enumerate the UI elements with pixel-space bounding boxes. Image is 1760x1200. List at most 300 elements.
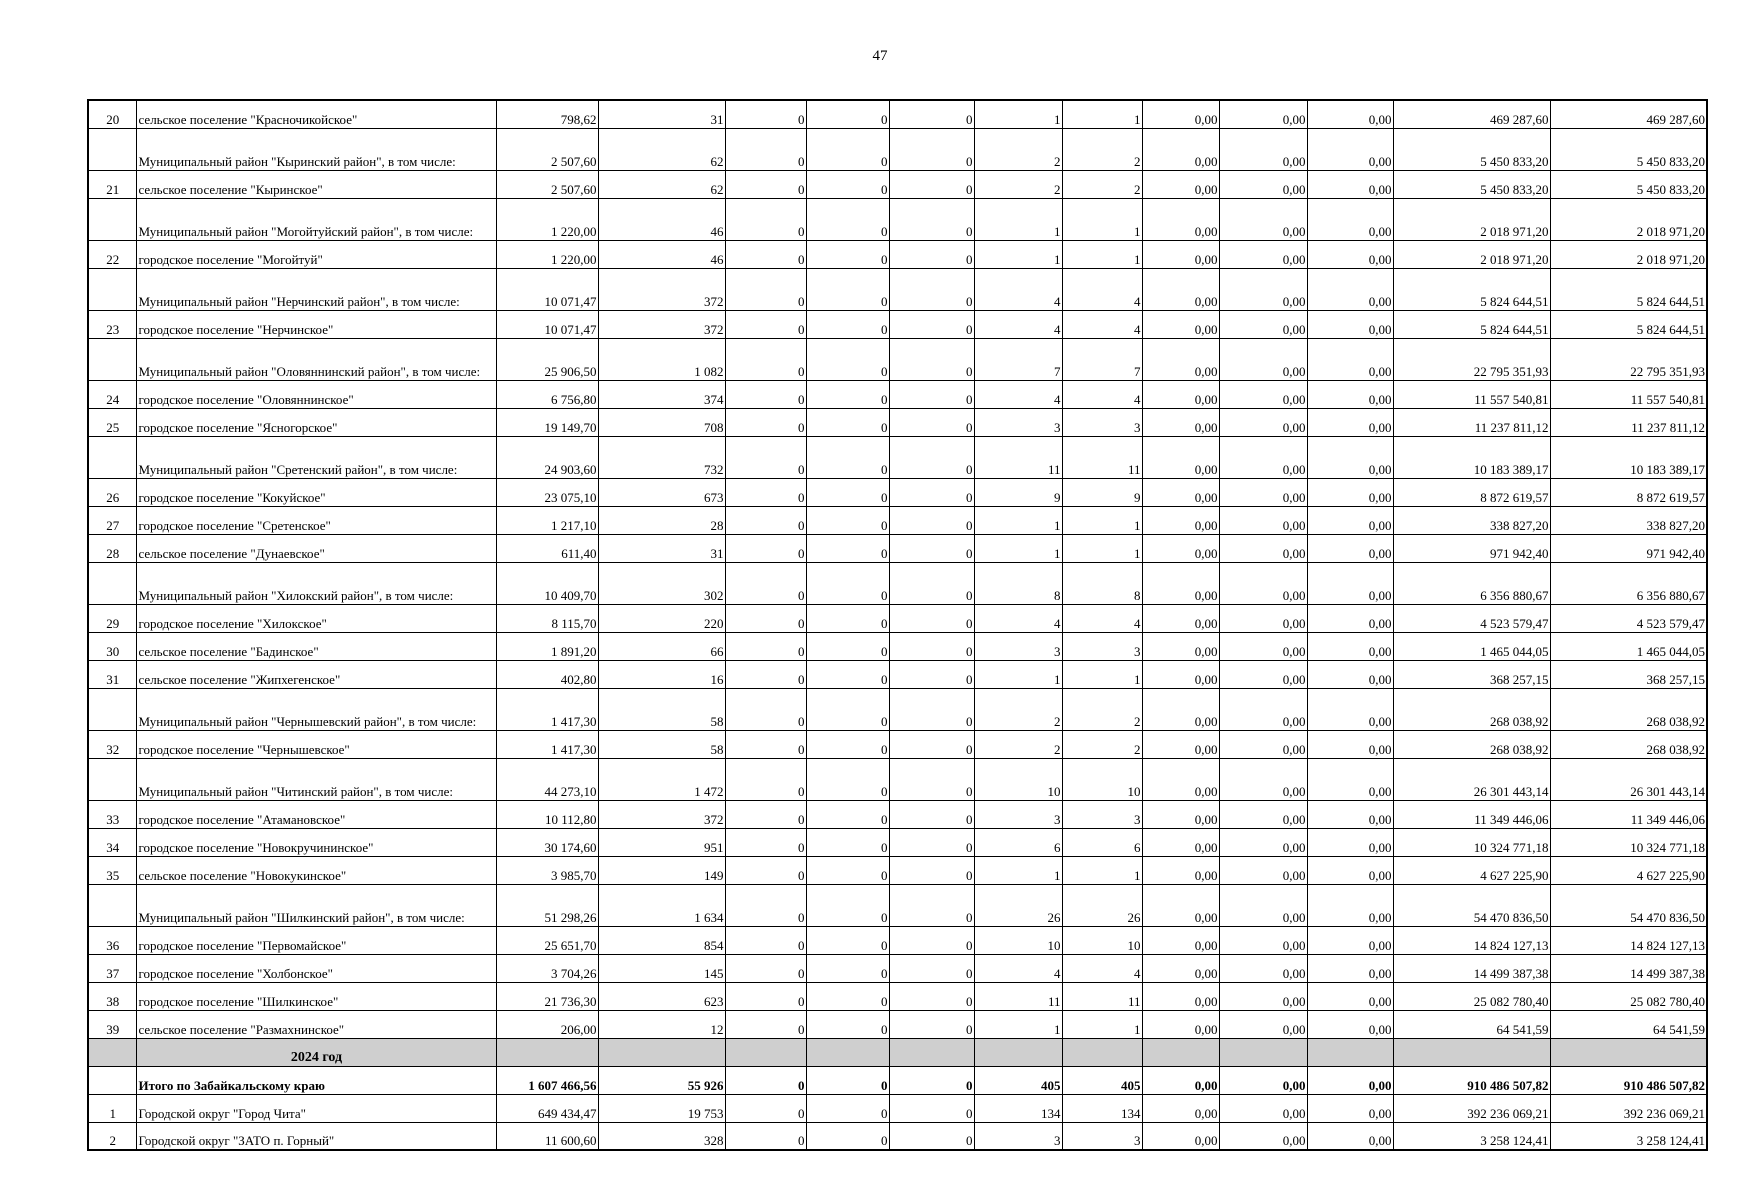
value-cell-2: 951 [598, 828, 725, 856]
value-cell-4: 0 [806, 170, 889, 198]
value-cell-4: 0 [806, 198, 889, 240]
value-cell-7: 3 [1062, 1122, 1142, 1150]
value-cell-11: 10 324 771,18 [1393, 828, 1550, 856]
table-row [88, 310, 1707, 338]
row-name: городское поселение "Первомайское" [136, 926, 496, 954]
value-cell-1: 24 903,60 [496, 436, 598, 478]
value-cell-3: 0 [725, 534, 806, 562]
value-cell-5: 0 [889, 1122, 974, 1150]
value-cell-4: 0 [806, 982, 889, 1010]
value-cell-10: 0,00 [1307, 1010, 1393, 1038]
value-cell-3: 0 [725, 926, 806, 954]
value-cell-8: 0,00 [1142, 604, 1219, 632]
value-cell-11: 469 287,60 [1393, 100, 1550, 128]
value-cell-8: 0,00 [1142, 240, 1219, 268]
value-cell-4: 0 [806, 604, 889, 632]
value-cell-12: 11 349 446,06 [1550, 800, 1707, 828]
value-cell-4: 0 [806, 954, 889, 982]
value-cell-10: 0,00 [1307, 128, 1393, 170]
value-cell-8: 0,00 [1142, 408, 1219, 436]
value-cell-10: 0,00 [1307, 534, 1393, 562]
value-cell-9: 0,00 [1219, 562, 1307, 604]
value-cell-2: 673 [598, 478, 725, 506]
value-cell-5: 0 [889, 310, 974, 338]
value-cell-10: 0,00 [1307, 338, 1393, 380]
year-row-cell [1393, 1038, 1550, 1066]
value-cell-12: 25 082 780,40 [1550, 982, 1707, 1010]
row-number: 30 [88, 632, 136, 660]
row-name: городское поселение "Хилокское" [136, 604, 496, 632]
value-cell-4: 0 [806, 240, 889, 268]
value-cell-6: 3 [974, 1122, 1062, 1150]
value-cell-2: 372 [598, 310, 725, 338]
row-number: 2 [88, 1122, 136, 1150]
value-cell-10: 0,00 [1307, 1094, 1393, 1122]
value-cell-10: 0,00 [1307, 240, 1393, 268]
table-row [88, 982, 1707, 1010]
value-cell-4: 0 [806, 478, 889, 506]
value-cell-12: 368 257,15 [1550, 660, 1707, 688]
table-row [88, 268, 1707, 310]
value-cell-4: 0 [806, 688, 889, 730]
table-row [88, 632, 1707, 660]
row-name: городское поселение "Могойтуй" [136, 240, 496, 268]
value-cell-8: 0,00 [1142, 1010, 1219, 1038]
table-row [88, 856, 1707, 884]
value-cell-9: 0,00 [1219, 1010, 1307, 1038]
value-cell-9: 0,00 [1219, 730, 1307, 758]
value-cell-12: 5 450 833,20 [1550, 128, 1707, 170]
value-cell-9: 0,00 [1219, 310, 1307, 338]
year-row-cell [1219, 1038, 1307, 1066]
value-cell-10: 0,00 [1307, 1066, 1393, 1094]
value-cell-1: 3 985,70 [496, 856, 598, 884]
value-cell-9: 0,00 [1219, 926, 1307, 954]
value-cell-7: 10 [1062, 926, 1142, 954]
value-cell-4: 0 [806, 436, 889, 478]
value-cell-12: 64 541,59 [1550, 1010, 1707, 1038]
value-cell-6: 4 [974, 310, 1062, 338]
row-name: городское поселение "Кокуйское" [136, 478, 496, 506]
row-name: Муниципальный район "Чернышевский район", в том числе: [136, 688, 496, 730]
value-cell-1: 11 600,60 [496, 1122, 598, 1150]
value-cell-4: 0 [806, 1010, 889, 1038]
value-cell-3: 0 [725, 380, 806, 408]
value-cell-3: 0 [725, 1010, 806, 1038]
value-cell-1: 8 115,70 [496, 604, 598, 632]
value-cell-7: 4 [1062, 380, 1142, 408]
value-cell-2: 302 [598, 562, 725, 604]
value-cell-9: 0,00 [1219, 240, 1307, 268]
value-cell-12: 54 470 836,50 [1550, 884, 1707, 926]
value-cell-7: 11 [1062, 436, 1142, 478]
value-cell-12: 22 795 351,93 [1550, 338, 1707, 380]
value-cell-11: 4 523 579,47 [1393, 604, 1550, 632]
table-row [88, 828, 1707, 856]
row-name: сельское поселение "Жипхегенское" [136, 660, 496, 688]
value-cell-12: 4 523 579,47 [1550, 604, 1707, 632]
value-cell-3: 0 [725, 800, 806, 828]
value-cell-7: 2 [1062, 730, 1142, 758]
value-cell-2: 374 [598, 380, 725, 408]
value-cell-3: 0 [725, 828, 806, 856]
table-row [88, 1010, 1707, 1038]
value-cell-6: 1 [974, 660, 1062, 688]
value-cell-2: 31 [598, 100, 725, 128]
value-cell-1: 2 507,60 [496, 170, 598, 198]
value-cell-7: 2 [1062, 688, 1142, 730]
value-cell-3: 0 [725, 240, 806, 268]
value-cell-7: 3 [1062, 408, 1142, 436]
value-cell-2: 58 [598, 688, 725, 730]
value-cell-7: 134 [1062, 1094, 1142, 1122]
value-cell-1: 21 736,30 [496, 982, 598, 1010]
row-number [88, 436, 136, 478]
value-cell-4: 0 [806, 856, 889, 884]
value-cell-5: 0 [889, 506, 974, 534]
value-cell-9: 0,00 [1219, 506, 1307, 534]
value-cell-4: 0 [806, 268, 889, 310]
value-cell-6: 11 [974, 436, 1062, 478]
value-cell-8: 0,00 [1142, 954, 1219, 982]
value-cell-12: 469 287,60 [1550, 100, 1707, 128]
value-cell-6: 1 [974, 100, 1062, 128]
value-cell-9: 0,00 [1219, 954, 1307, 982]
row-name: Муниципальный район "Нерчинский район", в том числе: [136, 268, 496, 310]
row-name: Муниципальный район "Могойтуйский район", в том числе: [136, 198, 496, 240]
table-row [88, 758, 1707, 800]
table-row [88, 436, 1707, 478]
row-number: 28 [88, 534, 136, 562]
row-name: Городской округ "Город Чита" [136, 1094, 496, 1122]
value-cell-11: 268 038,92 [1393, 730, 1550, 758]
value-cell-5: 0 [889, 758, 974, 800]
value-cell-6: 2 [974, 170, 1062, 198]
value-cell-8: 0,00 [1142, 534, 1219, 562]
value-cell-7: 1 [1062, 534, 1142, 562]
value-cell-7: 1 [1062, 198, 1142, 240]
value-cell-1: 1 220,00 [496, 198, 598, 240]
row-number: 36 [88, 926, 136, 954]
value-cell-12: 11 557 540,81 [1550, 380, 1707, 408]
value-cell-4: 0 [806, 660, 889, 688]
row-name: городское поселение "Оловяннинское" [136, 380, 496, 408]
value-cell-7: 8 [1062, 562, 1142, 604]
value-cell-4: 0 [806, 730, 889, 758]
table-row [88, 408, 1707, 436]
value-cell-1: 1 417,30 [496, 730, 598, 758]
value-cell-1: 3 704,26 [496, 954, 598, 982]
value-cell-8: 0,00 [1142, 128, 1219, 170]
row-name: сельское поселение "Красночикойское" [136, 100, 496, 128]
value-cell-8: 0,00 [1142, 688, 1219, 730]
value-cell-2: 31 [598, 534, 725, 562]
value-cell-3: 0 [725, 632, 806, 660]
value-cell-9: 0,00 [1219, 604, 1307, 632]
value-cell-3: 0 [725, 408, 806, 436]
value-cell-8: 0,00 [1142, 310, 1219, 338]
value-cell-5: 0 [889, 198, 974, 240]
value-cell-1: 798,62 [496, 100, 598, 128]
value-cell-2: 220 [598, 604, 725, 632]
value-cell-6: 8 [974, 562, 1062, 604]
row-name: Муниципальный район "Читинский район", в том числе: [136, 758, 496, 800]
value-cell-4: 0 [806, 800, 889, 828]
value-cell-9: 0,00 [1219, 688, 1307, 730]
value-cell-2: 372 [598, 800, 725, 828]
value-cell-12: 392 236 069,21 [1550, 1094, 1707, 1122]
value-cell-3: 0 [725, 954, 806, 982]
value-cell-1: 1 891,20 [496, 632, 598, 660]
value-cell-6: 26 [974, 884, 1062, 926]
value-cell-9: 0,00 [1219, 478, 1307, 506]
value-cell-10: 0,00 [1307, 604, 1393, 632]
value-cell-10: 0,00 [1307, 506, 1393, 534]
value-cell-8: 0,00 [1142, 884, 1219, 926]
value-cell-9: 0,00 [1219, 198, 1307, 240]
value-cell-5: 0 [889, 1094, 974, 1122]
value-cell-10: 0,00 [1307, 730, 1393, 758]
value-cell-5: 0 [889, 604, 974, 632]
value-cell-7: 4 [1062, 604, 1142, 632]
value-cell-10: 0,00 [1307, 170, 1393, 198]
value-cell-7: 2 [1062, 170, 1142, 198]
value-cell-11: 392 236 069,21 [1393, 1094, 1550, 1122]
value-cell-9: 0,00 [1219, 436, 1307, 478]
value-cell-2: 372 [598, 268, 725, 310]
value-cell-6: 1 [974, 534, 1062, 562]
row-name: сельское поселение "Новокукинское" [136, 856, 496, 884]
value-cell-4: 0 [806, 1094, 889, 1122]
row-name: Муниципальный район "Сретенский район", в том числе: [136, 436, 496, 478]
value-cell-11: 8 872 619,57 [1393, 478, 1550, 506]
value-cell-10: 0,00 [1307, 982, 1393, 1010]
value-cell-11: 14 499 387,38 [1393, 954, 1550, 982]
value-cell-12: 10 324 771,18 [1550, 828, 1707, 856]
year-row-cell [974, 1038, 1062, 1066]
value-cell-2: 58 [598, 730, 725, 758]
row-name: городское поселение "Шилкинское" [136, 982, 496, 1010]
value-cell-10: 0,00 [1307, 268, 1393, 310]
row-number [88, 128, 136, 170]
value-cell-8: 0,00 [1142, 380, 1219, 408]
value-cell-4: 0 [806, 506, 889, 534]
value-cell-12: 4 627 225,90 [1550, 856, 1707, 884]
value-cell-12: 14 824 127,13 [1550, 926, 1707, 954]
value-cell-9: 0,00 [1219, 268, 1307, 310]
value-cell-11: 971 942,40 [1393, 534, 1550, 562]
value-cell-3: 0 [725, 730, 806, 758]
value-cell-3: 0 [725, 884, 806, 926]
value-cell-10: 0,00 [1307, 100, 1393, 128]
value-cell-5: 0 [889, 170, 974, 198]
value-cell-12: 2 018 971,20 [1550, 240, 1707, 268]
row-name: Муниципальный район "Оловяннинский район", в том числе: [136, 338, 496, 380]
value-cell-8: 0,00 [1142, 1066, 1219, 1094]
table-row [88, 562, 1707, 604]
value-cell-3: 0 [725, 1122, 806, 1150]
value-cell-11: 5 824 644,51 [1393, 268, 1550, 310]
year-row-cell [1550, 1038, 1707, 1066]
data-table [87, 99, 1708, 1151]
row-number: 20 [88, 100, 136, 128]
value-cell-2: 55 926 [598, 1066, 725, 1094]
row-name: сельское поселение "Размахнинское" [136, 1010, 496, 1038]
table-row [88, 1122, 1707, 1150]
value-cell-3: 0 [725, 758, 806, 800]
row-number [88, 338, 136, 380]
row-name: сельское поселение "Бадинское" [136, 632, 496, 660]
value-cell-1: 19 149,70 [496, 408, 598, 436]
page-number: 47 [872, 48, 888, 64]
value-cell-7: 3 [1062, 800, 1142, 828]
value-cell-3: 0 [725, 506, 806, 534]
value-cell-9: 0,00 [1219, 800, 1307, 828]
value-cell-9: 0,00 [1219, 1066, 1307, 1094]
value-cell-8: 0,00 [1142, 660, 1219, 688]
value-cell-10: 0,00 [1307, 436, 1393, 478]
value-cell-6: 4 [974, 604, 1062, 632]
value-cell-1: 1 217,10 [496, 506, 598, 534]
value-cell-4: 0 [806, 632, 889, 660]
value-cell-11: 11 237 811,12 [1393, 408, 1550, 436]
value-cell-1: 10 112,80 [496, 800, 598, 828]
value-cell-11: 25 082 780,40 [1393, 982, 1550, 1010]
value-cell-2: 732 [598, 436, 725, 478]
value-cell-11: 6 356 880,67 [1393, 562, 1550, 604]
value-cell-12: 11 237 811,12 [1550, 408, 1707, 436]
row-number: 26 [88, 478, 136, 506]
value-cell-12: 2 018 971,20 [1550, 198, 1707, 240]
value-cell-4: 0 [806, 338, 889, 380]
value-cell-8: 0,00 [1142, 632, 1219, 660]
row-name: городское поселение "Атамановское" [136, 800, 496, 828]
value-cell-7: 7 [1062, 338, 1142, 380]
value-cell-10: 0,00 [1307, 884, 1393, 926]
value-cell-6: 2 [974, 688, 1062, 730]
row-number [88, 758, 136, 800]
value-cell-1: 611,40 [496, 534, 598, 562]
value-cell-2: 1 634 [598, 884, 725, 926]
value-cell-11: 2 018 971,20 [1393, 198, 1550, 240]
value-cell-11: 22 795 351,93 [1393, 338, 1550, 380]
value-cell-5: 0 [889, 982, 974, 1010]
value-cell-5: 0 [889, 730, 974, 758]
row-number: 38 [88, 982, 136, 1010]
value-cell-12: 1 465 044,05 [1550, 632, 1707, 660]
value-cell-7: 4 [1062, 954, 1142, 982]
value-cell-1: 25 906,50 [496, 338, 598, 380]
value-cell-9: 0,00 [1219, 100, 1307, 128]
value-cell-9: 0,00 [1219, 632, 1307, 660]
row-name: городское поселение "Новокручининское" [136, 828, 496, 856]
value-cell-5: 0 [889, 436, 974, 478]
value-cell-9: 0,00 [1219, 1094, 1307, 1122]
value-cell-8: 0,00 [1142, 828, 1219, 856]
value-cell-5: 0 [889, 338, 974, 380]
row-name: городское поселение "Нерчинское" [136, 310, 496, 338]
value-cell-6: 1 [974, 856, 1062, 884]
row-number: 25 [88, 408, 136, 436]
value-cell-8: 0,00 [1142, 100, 1219, 128]
table-row [88, 478, 1707, 506]
value-cell-5: 0 [889, 926, 974, 954]
value-cell-3: 0 [725, 688, 806, 730]
value-cell-4: 0 [806, 562, 889, 604]
value-cell-1: 1 607 466,56 [496, 1066, 598, 1094]
value-cell-9: 0,00 [1219, 534, 1307, 562]
table-body [88, 100, 1707, 1150]
value-cell-10: 0,00 [1307, 856, 1393, 884]
value-cell-7: 1 [1062, 660, 1142, 688]
value-cell-6: 10 [974, 758, 1062, 800]
value-cell-11: 2 018 971,20 [1393, 240, 1550, 268]
value-cell-12: 268 038,92 [1550, 688, 1707, 730]
row-number: 27 [88, 506, 136, 534]
value-cell-3: 0 [725, 604, 806, 632]
value-cell-5: 0 [889, 1010, 974, 1038]
value-cell-4: 0 [806, 408, 889, 436]
value-cell-12: 8 872 619,57 [1550, 478, 1707, 506]
value-cell-7: 405 [1062, 1066, 1142, 1094]
year-row-cell [1307, 1038, 1393, 1066]
value-cell-7: 1 [1062, 856, 1142, 884]
value-cell-9: 0,00 [1219, 982, 1307, 1010]
year-label: 2024 год [136, 1038, 496, 1066]
value-cell-3: 0 [725, 310, 806, 338]
row-number: 37 [88, 954, 136, 982]
value-cell-3: 0 [725, 338, 806, 380]
row-number: 22 [88, 240, 136, 268]
value-cell-6: 6 [974, 828, 1062, 856]
table-row [88, 100, 1707, 128]
value-cell-11: 1 465 044,05 [1393, 632, 1550, 660]
value-cell-1: 6 756,80 [496, 380, 598, 408]
value-cell-9: 0,00 [1219, 856, 1307, 884]
value-cell-7: 6 [1062, 828, 1142, 856]
value-cell-5: 0 [889, 100, 974, 128]
row-number: 29 [88, 604, 136, 632]
value-cell-12: 338 827,20 [1550, 506, 1707, 534]
value-cell-6: 10 [974, 926, 1062, 954]
value-cell-2: 19 753 [598, 1094, 725, 1122]
value-cell-7: 10 [1062, 758, 1142, 800]
table-row [88, 240, 1707, 268]
row-number: 35 [88, 856, 136, 884]
value-cell-6: 11 [974, 982, 1062, 1010]
value-cell-3: 0 [725, 856, 806, 884]
row-name: Муниципальный район "Хилокский район", в том числе: [136, 562, 496, 604]
value-cell-10: 0,00 [1307, 408, 1393, 436]
table-row [88, 926, 1707, 954]
value-cell-2: 1 472 [598, 758, 725, 800]
row-name: городское поселение "Сретенское" [136, 506, 496, 534]
value-cell-6: 4 [974, 380, 1062, 408]
value-cell-11: 64 541,59 [1393, 1010, 1550, 1038]
value-cell-10: 0,00 [1307, 758, 1393, 800]
value-cell-4: 0 [806, 1122, 889, 1150]
value-cell-8: 0,00 [1142, 730, 1219, 758]
value-cell-11: 368 257,15 [1393, 660, 1550, 688]
value-cell-3: 0 [725, 1066, 806, 1094]
value-cell-4: 0 [806, 100, 889, 128]
value-cell-11: 14 824 127,13 [1393, 926, 1550, 954]
value-cell-2: 708 [598, 408, 725, 436]
value-cell-5: 0 [889, 632, 974, 660]
value-cell-8: 0,00 [1142, 856, 1219, 884]
year-row-cell [1142, 1038, 1219, 1066]
value-cell-9: 0,00 [1219, 408, 1307, 436]
